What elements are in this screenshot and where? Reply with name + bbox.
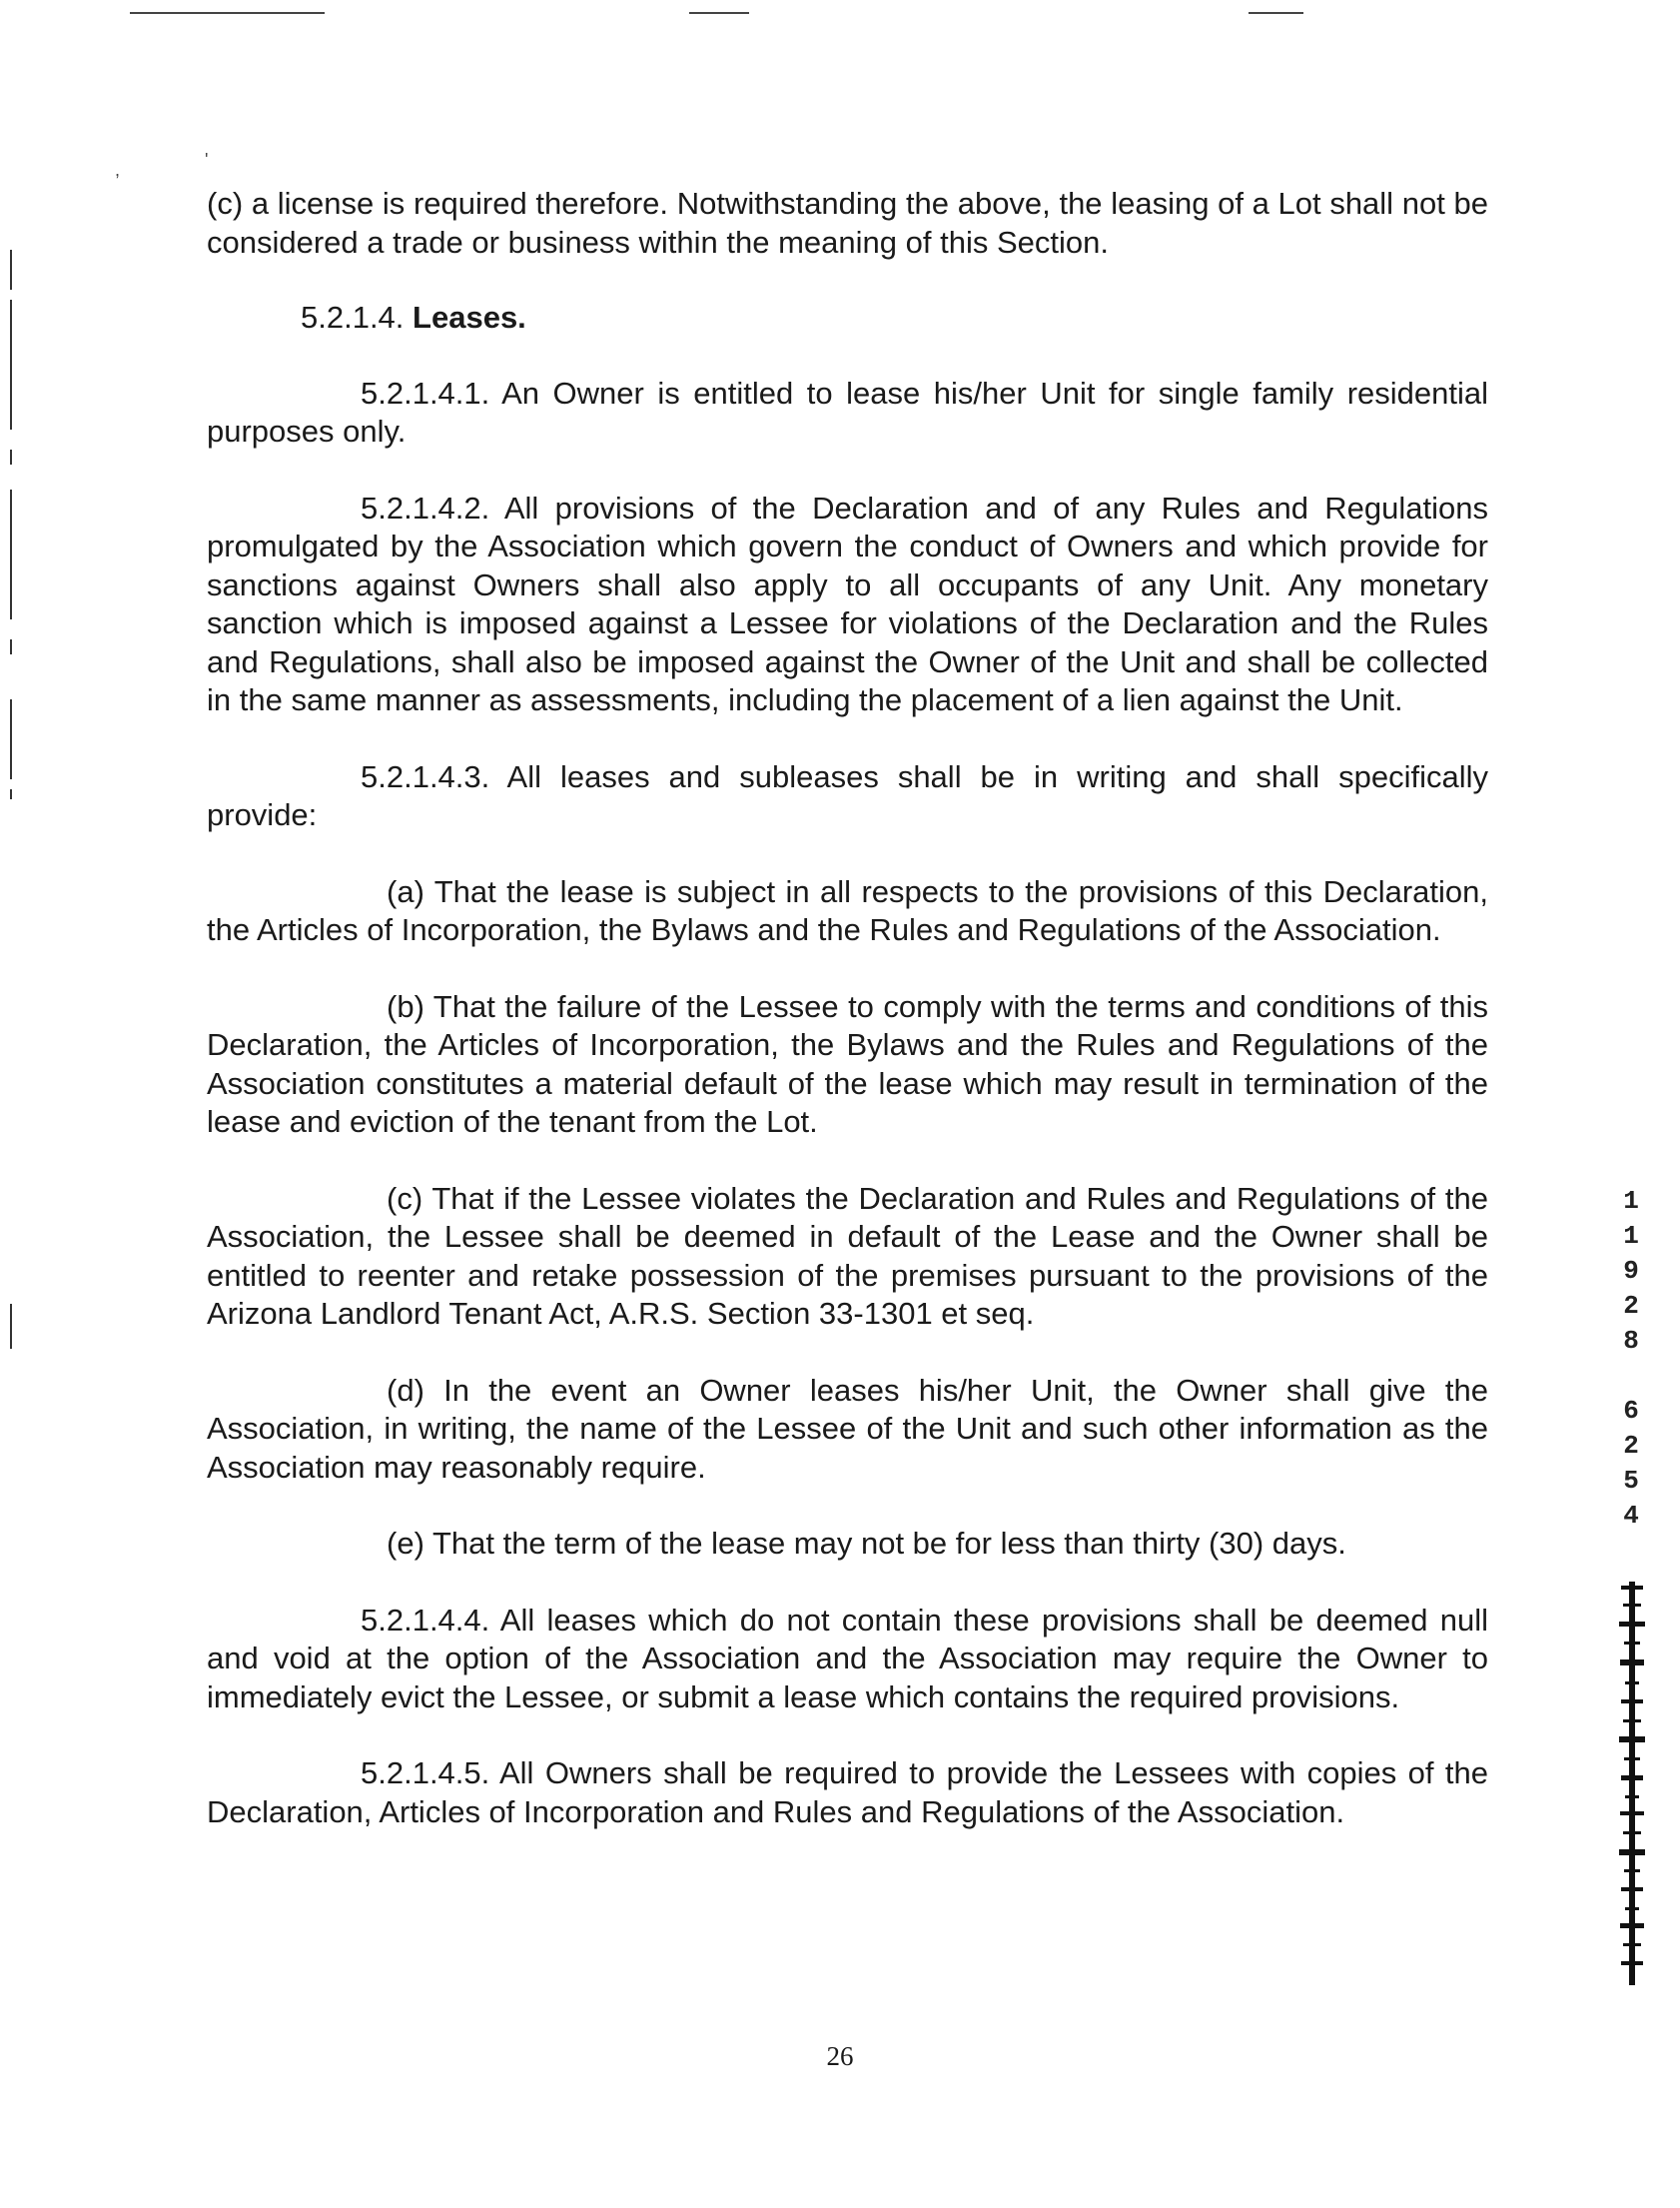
lease-provision-e: (e) That the term of the lease may not be for less than thirty (30) days. xyxy=(387,1526,1346,1561)
scan-artifact-margin-mark xyxy=(10,300,12,430)
paragraph-5-2-1-4-3 xyxy=(207,758,1488,835)
scan-artifact-rule-center xyxy=(689,12,749,14)
paragraph-5-2-1-4-4: 5.2.1.4.4. All leases which do not contain these provisions shall be deemed null and void at the option of the Association and the Association may require the Owner to immediately evict the Lessee, or submit a lease which contains the required provisions. xyxy=(207,1602,1488,1714)
paragraph-5-2-1-4-1: 5.2.1.4.1. An Owner is entitled to lease his/her Unit for single family residential purposes only. xyxy=(207,375,1488,449)
scan-artifact-rule-left xyxy=(130,12,325,14)
scan-artifact-speck: , xyxy=(115,160,121,180)
scan-artifact-margin-mark xyxy=(10,639,12,654)
paragraph-5-2-1-4-3-lead: 5.2.1.4.3. All leases and subleases shall be in writing and shall specifically xyxy=(361,758,1488,794)
recording-digit: 2 xyxy=(1623,1431,1639,1461)
recording-digit: 5 xyxy=(1623,1466,1639,1496)
section-heading-leases xyxy=(207,299,1488,338)
scan-artifact-margin-mark xyxy=(10,789,12,799)
scan-artifact-rule-right xyxy=(1249,12,1303,14)
lease-provision-a: (a) That the lease is subject in all respects to the provisions of this Declaration, the Articles of Incorporation, the Bylaws and the Rules and Regulations of the Association. xyxy=(207,873,1488,947)
lease-provision-b: (b) That the failure of the Lessee to comply with the terms and conditions of this Declaration, the Articles of Incorporation, the Bylaws and the Rules and Regulations of the Association constitutes a material default of the lease which may result in termination of the lease and eviction of the tenant from the Lot. xyxy=(207,988,1488,1139)
paragraph-5-2-1-4-2: 5.2.1.4.2. All provisions of the Declaration and of any Rules and Regulations promulgated by the Association which govern the conduct of Owners and which provide for sanctions against Owners shall also apply to all occupants of any Unit. Any monetary sanction which is imposed against a Lessee for violations of the Declaration and the Rules and Regulations, shall also be imposed against the Owner of the Unit and shall be collected in the same manner as assessments, including the placement of a lien against the Unit. xyxy=(207,490,1488,717)
paragraph-5-2-1-4-3-tail: provide: xyxy=(207,797,318,832)
recording-gap xyxy=(1616,1359,1646,1394)
recording-number xyxy=(1616,1184,1646,1534)
lease-provision-c: (c) That if the Lessee violates the Declaration and Rules and Regulations of the Association, the Lessee shall be deemed in default of the Lease and the Owner shall be entitled to reenter and retake possession of the premises pursuant to the provisions of the Arizona Landlord Tenant Act, A.R.S. Section 33-1301 et seq. xyxy=(207,1180,1488,1331)
recording-digit: 8 xyxy=(1623,1326,1639,1356)
page-number: 26 xyxy=(826,2041,854,2071)
recording-digit: 1 xyxy=(1623,1221,1639,1251)
recording-digit: 2 xyxy=(1623,1291,1639,1321)
paragraph-5-2-1-4-5: 5.2.1.4.5. All Owners shall be required to provide the Lessees with copies of the Declaration, Articles of Incorporation and Rules and Regulations of the Association. xyxy=(207,1755,1488,1829)
recording-digit: 6 xyxy=(1623,1396,1639,1426)
barcode-icon xyxy=(1615,1582,1649,1985)
recording-digit: 4 xyxy=(1623,1501,1639,1531)
lease-provision-d: (d) In the event an Owner leases his/her Unit, the Owner shall give the Association, in writing, the name of the Lessee of the Unit and such other information as the Association may reasonably require. xyxy=(207,1372,1488,1485)
paragraph-c-continuation: (c) a license is required therefore. Notwithstanding the above, the leasing of a Lot shall not be considered a trade or business within the meaning of this Section. xyxy=(207,186,1488,260)
scan-artifact-margin-mark xyxy=(10,699,12,779)
scan-artifact-margin-mark xyxy=(10,250,12,290)
recording-digit: 1 xyxy=(1623,1186,1639,1216)
recording-digit: 9 xyxy=(1623,1256,1639,1286)
scan-artifact-speck: ' xyxy=(205,150,209,170)
scan-artifact-margin-mark xyxy=(10,490,12,619)
scan-artifact-margin-mark xyxy=(10,450,12,465)
section-heading-number: 5.2.1.4. xyxy=(301,300,405,335)
section-heading-title: Leases. xyxy=(413,300,526,335)
scan-artifact-margin-mark xyxy=(10,1304,12,1349)
document-body xyxy=(207,185,1488,1869)
